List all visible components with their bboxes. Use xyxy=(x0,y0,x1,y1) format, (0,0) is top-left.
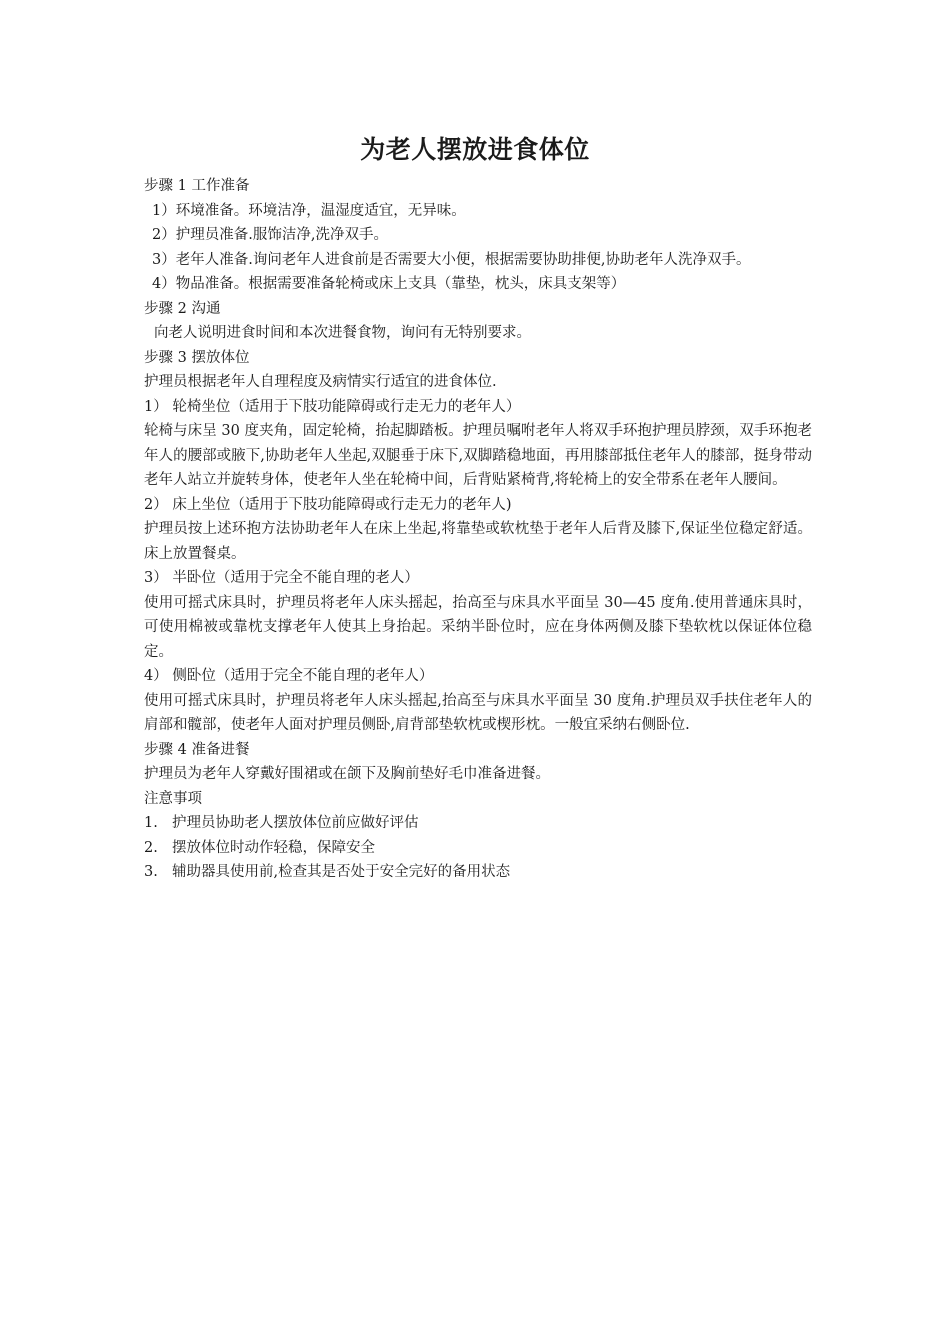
position-text: 护理员按上述环抱方法协助老年人在床上坐起,将靠垫或软枕垫于老年人后背及膝下,保证坐位稳定舒适。床上放置餐桌。 xyxy=(144,521,812,562)
note-number: 2. xyxy=(144,839,158,856)
step3-intro: 护理员根据老年人自理程度及病情实行适宜的进食体位. xyxy=(144,374,497,390)
position-text: 使用可摇式床具时，护理员将老年人床头摇起，抬高至与床具水平面呈 30—45 度角.使用普通床具时，可使用棉被或靠枕支撑老年人使其上身抬起。采纳半卧位时，应在身体两侧及膝下垫软枕以保证体位稳定。 xyxy=(144,594,812,660)
note-item xyxy=(144,836,812,861)
note-item xyxy=(144,860,812,885)
note-text: 摆放体位时动作轻稳，保障安全 xyxy=(172,839,375,856)
step1-item: 2）护理员准备.服饰洁净,洗净双手。 xyxy=(152,227,388,243)
step1-item: 4）物品准备。根据需要准备轮椅或床上支具（靠垫，枕头，床具支架等） xyxy=(152,276,626,292)
step2-heading: 步骤 2 沟通 xyxy=(144,300,221,317)
step1-item: 1）环境准备。环境洁净，温湿度适宜，无异味。 xyxy=(152,202,466,219)
step4-text: 护理员为老年人穿戴好围裙或在颌下及胸前垫好毛巾准备进餐。 xyxy=(144,766,550,782)
note-number: 1. xyxy=(144,815,158,831)
step4-heading: 步骤 4 准备进餐 xyxy=(144,741,250,758)
position-label: 2） 床上坐位（适用于下肢功能障碍或行走无力的老年人) xyxy=(144,496,512,513)
position-label: 4） 侧卧位（适用于完全不能自理的老年人） xyxy=(144,668,434,684)
position-label: 1） 轮椅坐位（适用于下肢功能障碍或行走无力的老年人） xyxy=(144,398,521,415)
step3-heading: 步骤 3 摆放体位 xyxy=(144,349,250,366)
note-text: 护理员协助老人摆放体位前应做好评估 xyxy=(172,815,419,831)
position-text: 轮椅与床呈 30 度夹角，固定轮椅，抬起脚踏板。护理员嘱咐老年人将双手环抱护理员脖颈，双手环抱老年人的腰部或腋下,协助老年人坐起,双腿垂于床下,双脚踏稳地面，再用膝部抵住老年人的膝部，挺身带动老年人站立并旋转身体，使老年人坐在轮椅中间，后背贴紧椅背,将轮椅上的安全带系在老年人腰间。 xyxy=(144,423,812,488)
notes-heading: 注意事项 xyxy=(144,790,202,807)
position-label: 3） 半卧位（适用于完全不能自理的老人） xyxy=(144,570,419,586)
step1-item: 3）老年人准备.询问老年人进食前是否需要大小便，根据需要协助排便,协助老年人洗净双手。 xyxy=(152,251,751,268)
document-title: 为老人摆放进食体位 xyxy=(360,135,590,164)
note-text: 辅助器具使用前,检查其是否处于安全完好的备用状态 xyxy=(172,864,511,880)
document-body xyxy=(144,174,812,885)
position-text: 使用可摇式床具时，护理员将老年人床头摇起,抬高至与床具水平面呈 30 度角.护理员双手扶住老年人的肩部和髋部，使老年人面对护理员侧卧,肩背部垫软枕或楔形枕。一般宜采纳右侧卧位. xyxy=(144,692,812,733)
step2-text: 向老人说明进食时间和本次进餐食物，询问有无特别要求。 xyxy=(154,325,531,341)
note-item xyxy=(144,811,812,836)
step1-heading: 步骤 1 工作准备 xyxy=(144,178,250,194)
note-number: 3. xyxy=(144,864,158,880)
